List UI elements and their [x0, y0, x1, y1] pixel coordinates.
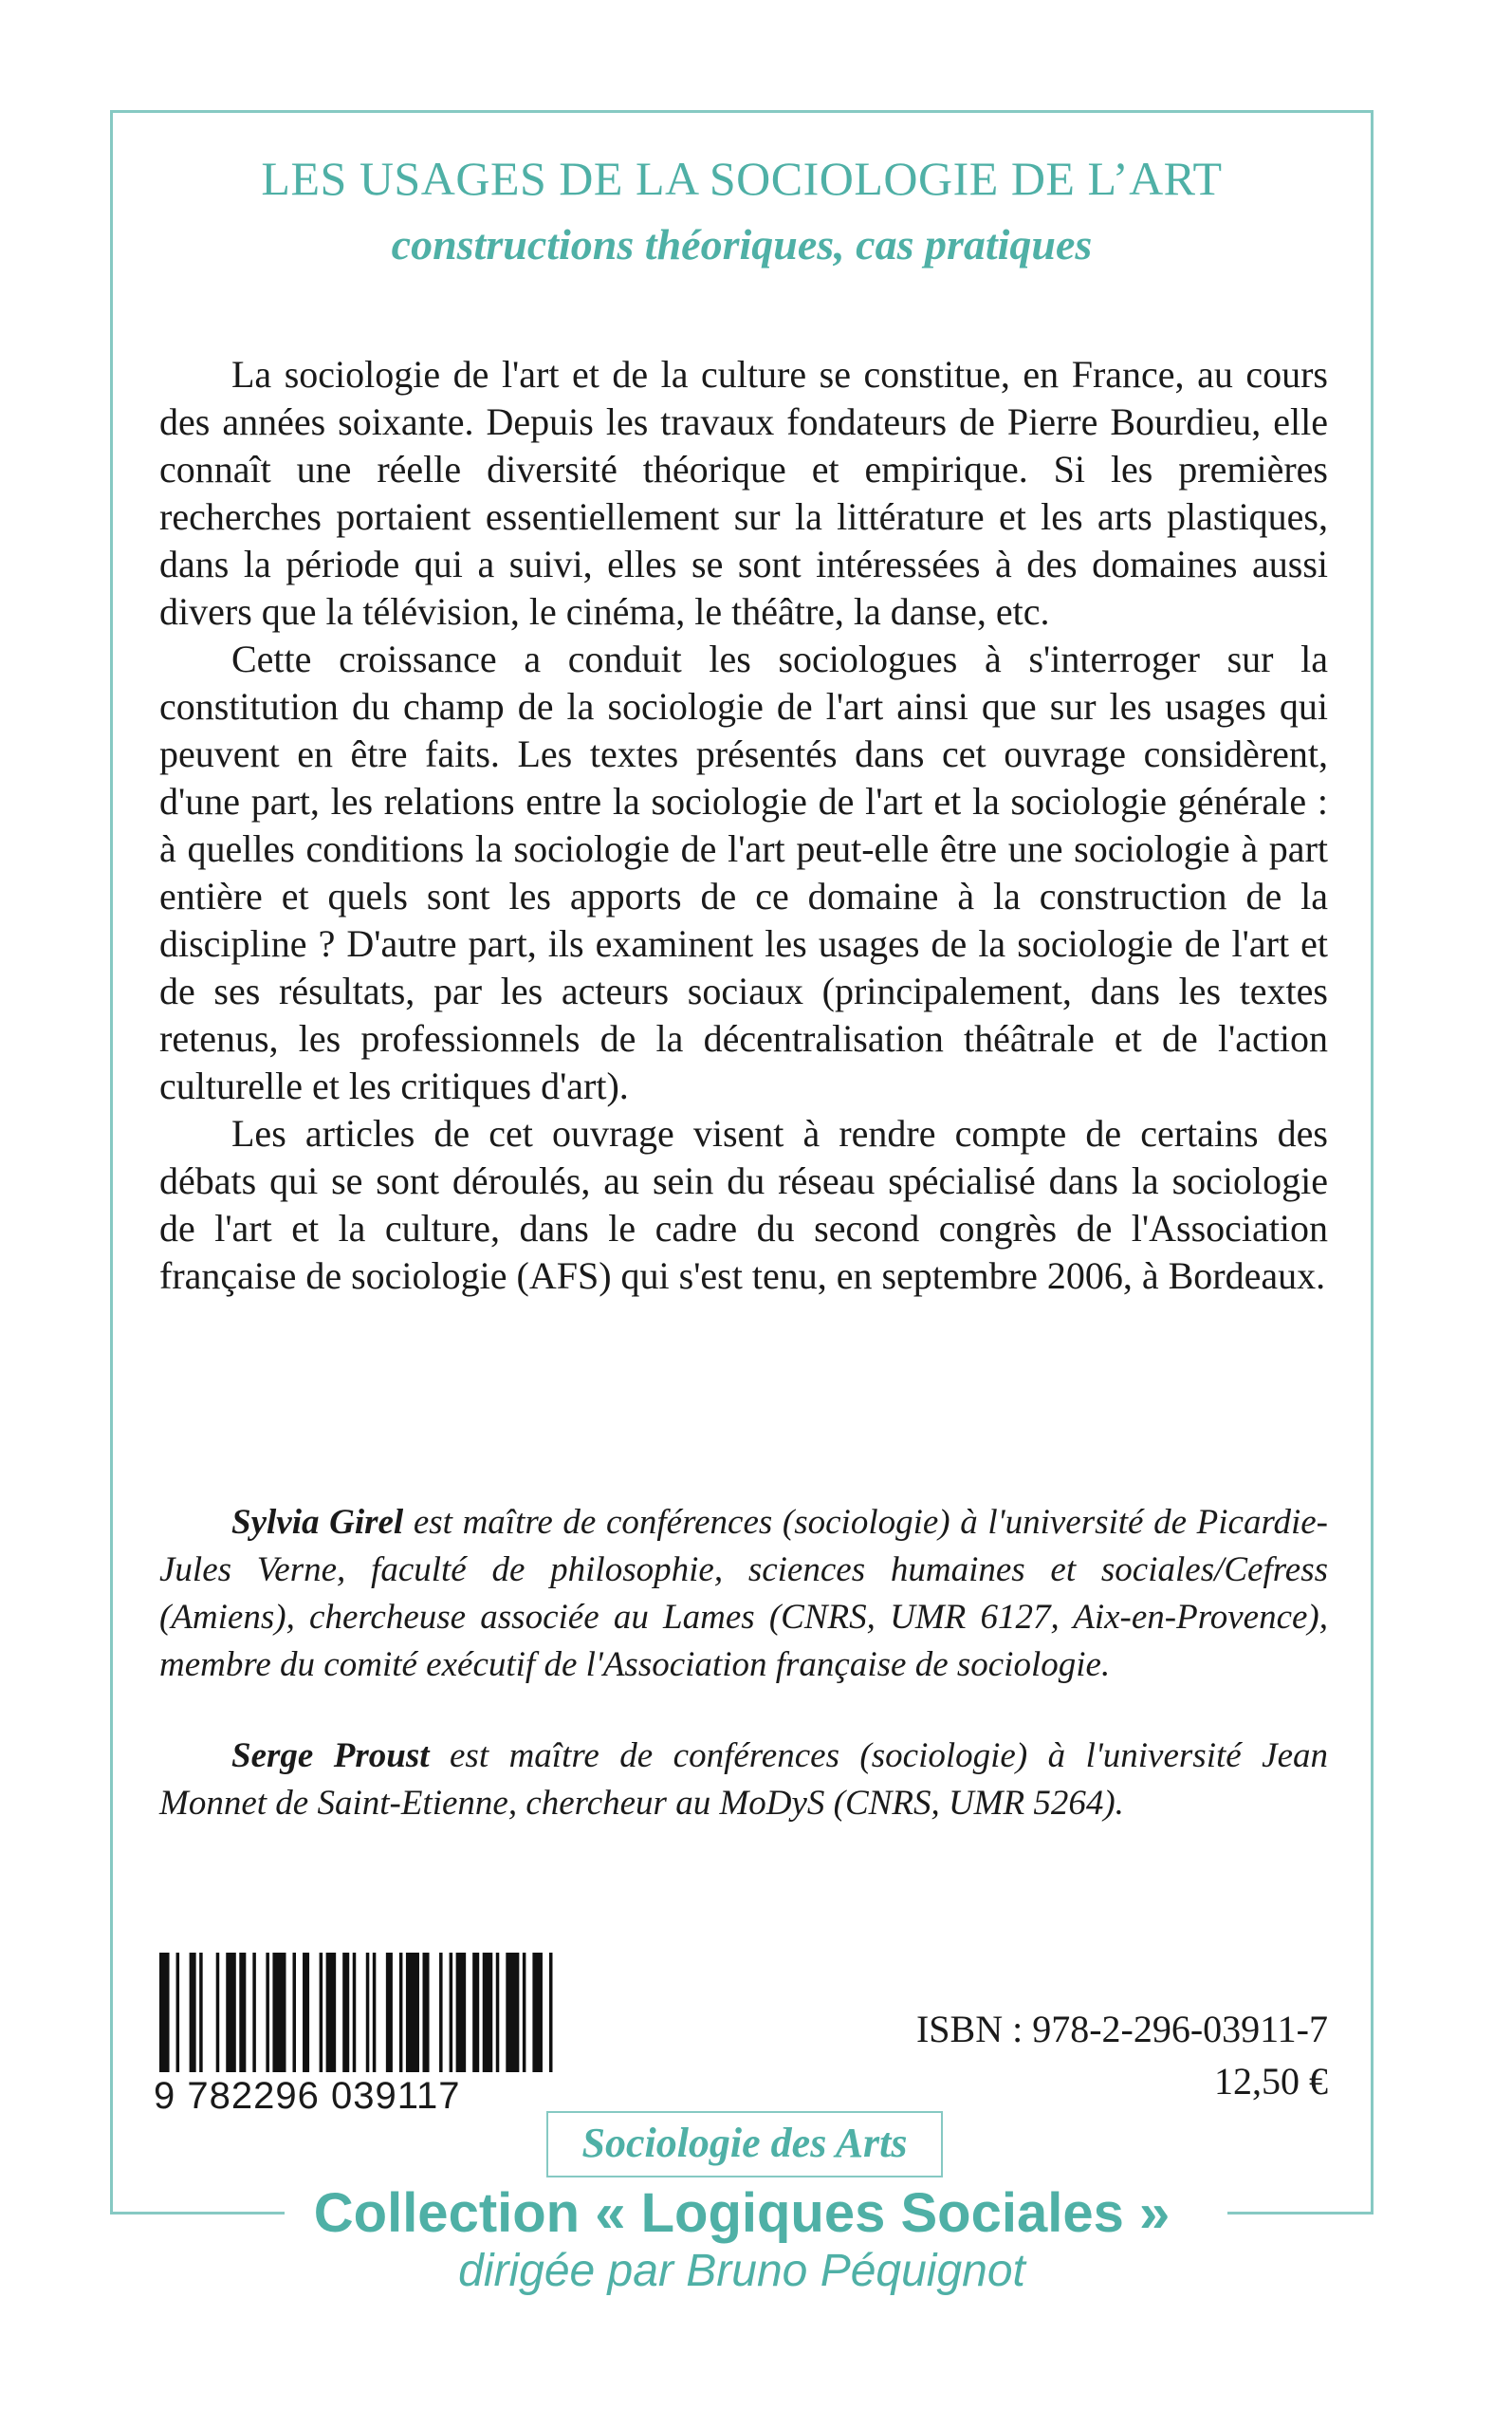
barcode-bar: [386, 1953, 393, 2072]
summary-paragraph: Les articles de cet ouvrage visent à rendre compte de certains des débats qui se sont déroulés, au sein du réseau spécialisé dans la sociologie de l'art et la culture, dans le cadre du second congrès de l'Association française de sociologie (AFS) qui s'est tenu, en septembre 2006, à Bordeaux.: [159, 1112, 1328, 1297]
barcode-digits: 9 782296 039117: [154, 2075, 461, 2117]
barcode-bar: [326, 1953, 337, 2072]
author-bios: [159, 1499, 1328, 1871]
barcode-bar: [159, 1953, 170, 2072]
author-bio: [159, 1733, 1328, 1827]
barcode-bar: [373, 1953, 377, 2072]
summary-text: [159, 351, 1328, 1300]
barcode-bar: [549, 1953, 553, 2072]
barcode-bar: [353, 1953, 357, 2072]
price: 12,50 €: [1214, 2060, 1328, 2103]
barcode-bar: [472, 1953, 479, 2072]
author-name: Serge Proust: [231, 1736, 430, 1775]
barcode-bar: [266, 1953, 269, 2072]
barcode-bar: [399, 1953, 403, 2072]
barcode-bar: [226, 1953, 236, 2072]
author-name: Sylvia Girel: [231, 1503, 404, 1542]
barcode-bar: [450, 1953, 453, 2072]
barcode-bar: [216, 1953, 220, 2072]
book-title: LES USAGES DE LA SOCIOLOGIE DE L’ART: [261, 152, 1223, 205]
isbn: ISBN : 978-2-296-03911-7: [915, 2008, 1328, 2050]
collection-name: Collection « Logiques Sociales »: [313, 2182, 1171, 2244]
barcode-bar: [199, 1953, 203, 2072]
collection-director: dirigée par Bruno Péquignot: [458, 2246, 1025, 2296]
author-bio: [159, 1499, 1328, 1689]
barcode-bar: [190, 1953, 196, 2072]
barcode-bar: [423, 1953, 430, 2072]
barcode-bar: [532, 1953, 543, 2072]
barcode-bar: [506, 1953, 519, 2072]
barcode-bar: [523, 1953, 526, 2072]
barcode-bar: [406, 1953, 419, 2072]
summary-paragraph: La sociologie de l'art et de la culture se constitue, en France, au cours des années soixante. Depuis les travaux fondateurs de Pierre Bourdieu, elle connaît une réelle diversité théorique et empirique. Si les premières recherches portaient essentiellement sur la littérature et les arts plastiques, dans la période qui a suivi, elles se sont intéressées à des domaines aussi divers que la télévision, le cinéma, le théâtre, la danse, etc.: [159, 353, 1328, 633]
barcode-bar: [366, 1953, 370, 2072]
barcode-bar: [252, 1953, 256, 2072]
barcode: [159, 1953, 556, 2072]
barcode-bar: [272, 1953, 286, 2072]
barcode-bar: [483, 1953, 493, 2072]
barcode-bar: [239, 1953, 246, 2072]
author-description: est maître de conférences (sociologie) à l'université Jean Monnet de Saint-Etienne, chercheur au MoDyS (CNRS, UMR 5264).: [159, 1736, 1328, 1823]
book-subtitle: constructions théoriques, cas pratiques: [391, 220, 1093, 269]
series-label: Sociologie des Arts: [546, 2111, 943, 2177]
barcode-bar: [342, 1953, 349, 2072]
summary-paragraph: Cette croissance a conduit les sociologues à s'interroger sur la constitution du champ de la sociologie de l'art ainsi que sur les usages qui peuvent en être faits. Les textes présentés dans cet ouvrage considèrent, d'une part, les relations entre la sociologie de l'art et la sociologie générale : à quelles conditions la sociologie de l'art peut-elle être une sociologie à part entière et quels sont les apports de ce domaine à la construction de la discipline ? D'autre part, ils examinent les usages de la sociologie de l'art et de ses résultats, par les acteurs sociaux (principalement, dans les textes retenus, les professionnels de la décentralisation théâtrale et de l'action culturelle et les critiques d'art).: [159, 638, 1328, 1107]
barcode-bar: [320, 1953, 323, 2072]
barcode-bar: [303, 1953, 309, 2072]
barcode-bar: [496, 1953, 500, 2072]
barcode-bar: [439, 1953, 443, 2072]
barcode-bar: [456, 1953, 467, 2072]
author-description: est maître de conférences (sociologie) à l'université de Picardie-Jules Verne, faculté de philosophie, sciences humaines et sociales/Cefress (Amiens), chercheuse associée au Lames (CNRS, UMR 6127, Aix-en-Provence), membre du comité exécutif de l'Association française de sociologie.: [159, 1503, 1328, 1684]
barcode-bar: [293, 1953, 297, 2072]
barcode-bar: [176, 1953, 180, 2072]
